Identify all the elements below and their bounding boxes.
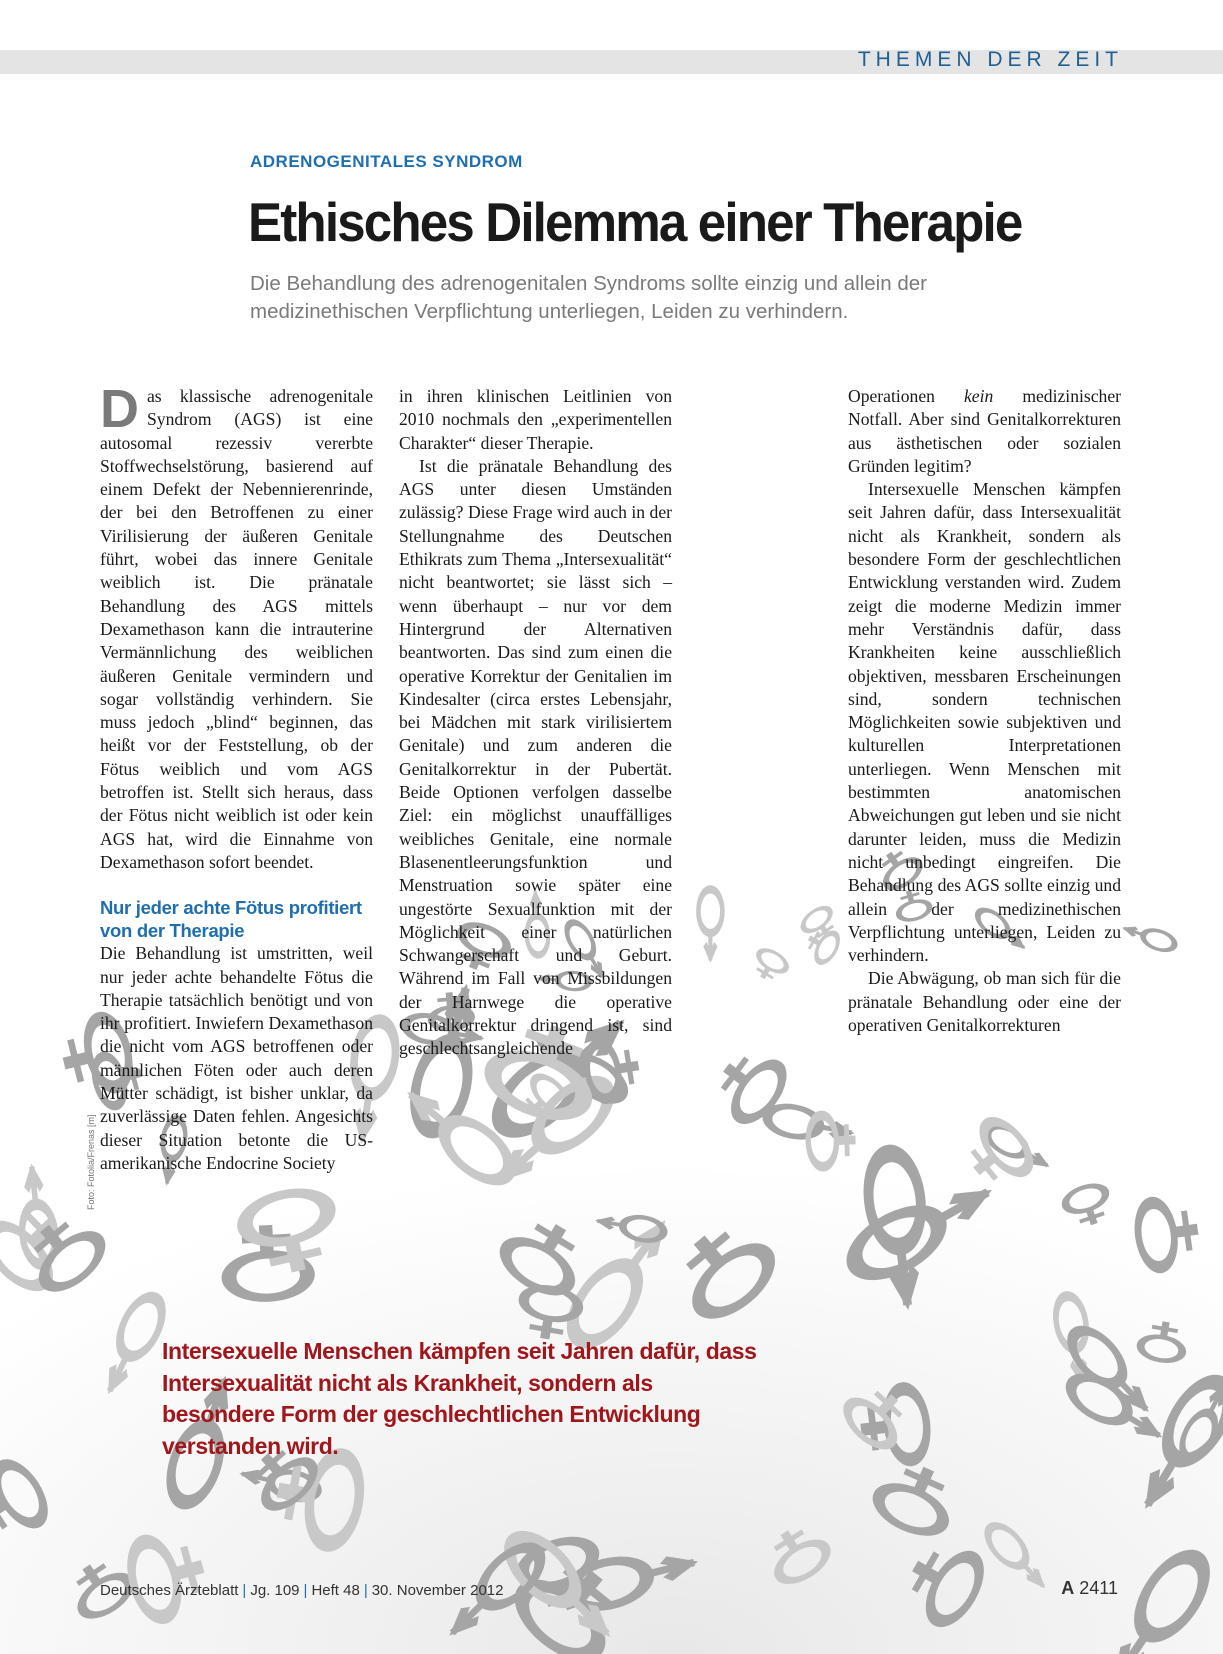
intro-text: as klassische adrenogenitale Syndrom (AGS) ist eine autosomal rezessiv vererbte Stoffwechselstörung, basierend auf einem Defekt der Nebennierenrinde, der bei den Betroffenen zu einer Virilisierung der äußeren Genitale führt, wobei das innere Genitale weiblich ist. Die pränatale Behandlung des AGS mittels Dexamethason kann die intrauterine Vermännlichung des weiblichen äußeren Genitale vermindern und sogar vollständig verhindern. Sie muss jedoch „blind“ beginnen, das heißt vor der Feststellung, ob der Fötus weiblich und vom AGS betroffen ist. Stellt sich heraus, dass der Fötus nicht weiblich ist oder kein AGS hat, wird die Einnahme von Dexamethason sofort beendet. [100,386,373,872]
footer-citation: Deutsches Ärzteblatt | Jg. 109 | Heft 48 | 30. November 2012 [100,1582,504,1599]
male-symbol-icon [96,1291,170,1394]
male-symbol-icon [402,1083,520,1192]
intro-paragraph [100,379,373,874]
female-symbol-icon [1134,1198,1199,1270]
section-label: THEMEN DER ZEIT [857,48,1123,71]
male-symbol-icon [1064,1369,1164,1448]
male-symbol-icon [560,1216,678,1353]
paragraph: Intersexuelle Menschen kämpfen seit Jahren dafür, dass Intersexualität nicht als Krankheit, sondern als besondere Form der geschlechtlichen Entwicklung verstanden wird. Zudem zeigt die moderne Medizin immer mehr Verständnis dafür, dass Krankheiten keine ausschließlich objektiven, messbaren Erscheinungen sind, sondern technischen Möglichkeiten sowie subjektiven und kulturellen Interpretationen unterliegen. Wenn Menschen mit bestimmten anatomischen Abweichungen gut leben und sie nicht darunter leiden, muss die Medizin nicht unbedingt eingreifen. Die Behandlung des AGS sollte einzig und allein der medizinethischen Verpflichtung unterliegen, Leiden zu verhindern. [848,479,1121,966]
female-symbol-icon [860,1387,931,1465]
pull-quote: Intersexuelle Menschen kämpfen seit Jahren dafür, dass Intersexualität nicht als Krankheit, sondern als besondere Form der geschlechtlichen Entwicklung verstanden wird. [162,1338,757,1459]
article-title: Ethisches Dilemma einer Therapie [248,191,1022,253]
female-symbol-icon [750,946,790,984]
dropcap: D [100,379,139,439]
paragraph-text: medizinischer Notfall. Aber sind Genitalkorrekturen aus ästhetischen oder sozialen Gründen legitim? [848,386,1121,476]
male-symbol-icon [698,889,722,956]
female-symbol-icon [517,1533,607,1617]
text-column-2 [399,385,672,1061]
male-symbol-icon [863,1150,932,1300]
female-symbol-icon [21,1210,109,1297]
female-symbol-icon [710,1044,792,1127]
paragraph: Ist die pränatale Behandlung des AGS unter diesen Umständen zulässig? Diese Frage wird auch in der Stellungnahme des Deutschen Ethikrats zum Thema „Intersexualität“ nicht beantwortet; sie lässt sich – wenn überhaupt – nur vor dem Hintergrund der Alternativen beantworten. Das sind zum einen die operative Korrektur der Genitalien im Kindesalter (circa erstes Lebensjahr, bei Mädchen mit stark virilisiertem Genitale) und zum anderen die Genitalkorrektur in der Pubertät. Beide Optionen verfolgen dasselbe Ziel: ein möglichst unauffälliges weibliches Genitale, eine normale Blasenentleerungsfunktion und Menstruation sowie später eine ungestörte Sexualfunktion mit der Möglichkeit einer natürlichen Schwangerschaft und Geburt. Während im Fall von Missbildungen der Harnwege die operative Genitalkorrektur dringend ist, sind geschlechtsangleichende [399,455,672,1059]
female-symbol-icon [1139,1320,1187,1364]
journal-name: Deutsches Ärzteblatt [100,1582,239,1599]
male-symbol-icon [844,1174,993,1287]
male-symbol-icon [983,1120,1051,1173]
female-symbol-icon [517,1071,574,1128]
female-symbol-icon [840,1381,913,1454]
paragraph: in ihren klinischen Leitlinien von 2010 nochmals den „experimentellen Charakter“ dieser Therapie. [399,386,672,453]
text-column-3 [848,385,1121,1037]
section-subhead: Nur jeder achte Fötus profitiert von der Therapie [100,897,362,942]
female-symbol-icon [275,1447,366,1547]
paragraph: Die Abwägung, ob man sich für die pränatale Behandlung oder eine der operativen Genitalkorrekturen [848,968,1121,1036]
volume: Jg. 109 [250,1582,300,1599]
female-symbol-icon [763,1521,832,1588]
article-kicker: ADRENOGENITALES SYNDROM [250,152,523,171]
paragraph: Die Behandlung ist umstritten, weil nur jeder achte behandelte Fötus die Therapie tatsächlich benötigt und von ihr profitiert. Inwiefern Dexamethason die nicht vom AGS betroffenen oder männlichen Föten oder auch deren Mütter schädigt, ist bisher unklar, da zuverlässige Daten fehlen. Angesichts dieser Situation betonte die US-amerikanische Endocrine Society [100,943,373,1173]
female-symbol-icon [240,1186,339,1277]
female-symbol-icon [497,1212,589,1301]
paragraph [848,385,1121,478]
male-symbol-icon [599,1210,666,1243]
male-symbol-icon [1176,1384,1223,1463]
female-symbol-icon [227,1227,309,1300]
article-subtitle: Die Behandlung des adrenogenitalen Syndroms sollte einzig und allein der medizinethischen Verpflichtung unterliegen, Leiden zu verhindern. [250,272,927,323]
male-symbol-icon [16,1170,59,1266]
female-symbol-icon [124,1530,209,1622]
male-symbol-icon [765,1102,850,1146]
female-symbol-icon [803,925,843,966]
female-symbol-icon [872,1458,959,1540]
photo-credit: Foto: Fotolia/Frenas [m] [86,1114,96,1210]
issue-date: 30. November 2012 [371,1582,504,1599]
male-symbol-icon [1063,1322,1156,1418]
female-symbol-icon [0,1457,53,1543]
male-symbol-icon [243,1462,320,1504]
male-symbol-icon [1100,1546,1216,1654]
female-symbol-icon [0,1199,75,1296]
male-symbol-icon [981,1519,1050,1592]
male-symbol-icon [1124,921,1178,954]
page-number-value: 2411 [1079,1578,1118,1598]
male-symbol-icon [499,1525,618,1644]
female-symbol-icon [900,1537,989,1629]
text-column-1 [100,379,373,1175]
male-symbol-icon [566,1543,693,1614]
paragraph-text: Operationen [848,386,964,406]
page-prefix: A [1061,1578,1075,1598]
female-symbol-icon [518,1284,580,1341]
page-number [1061,1578,1118,1599]
female-symbol-icon [510,1550,629,1654]
emphasis: kein [963,386,994,406]
issue: Heft 48 [311,1582,360,1599]
female-symbol-icon [670,1216,780,1324]
female-symbol-icon [1062,1181,1113,1229]
female-symbol-icon [960,1114,1038,1193]
male-symbol-icon [492,1070,620,1192]
male-symbol-icon [1052,1294,1095,1380]
female-symbol-icon [799,903,840,943]
male-symbol-icon [1131,1372,1223,1511]
female-symbol-icon [807,1114,854,1167]
